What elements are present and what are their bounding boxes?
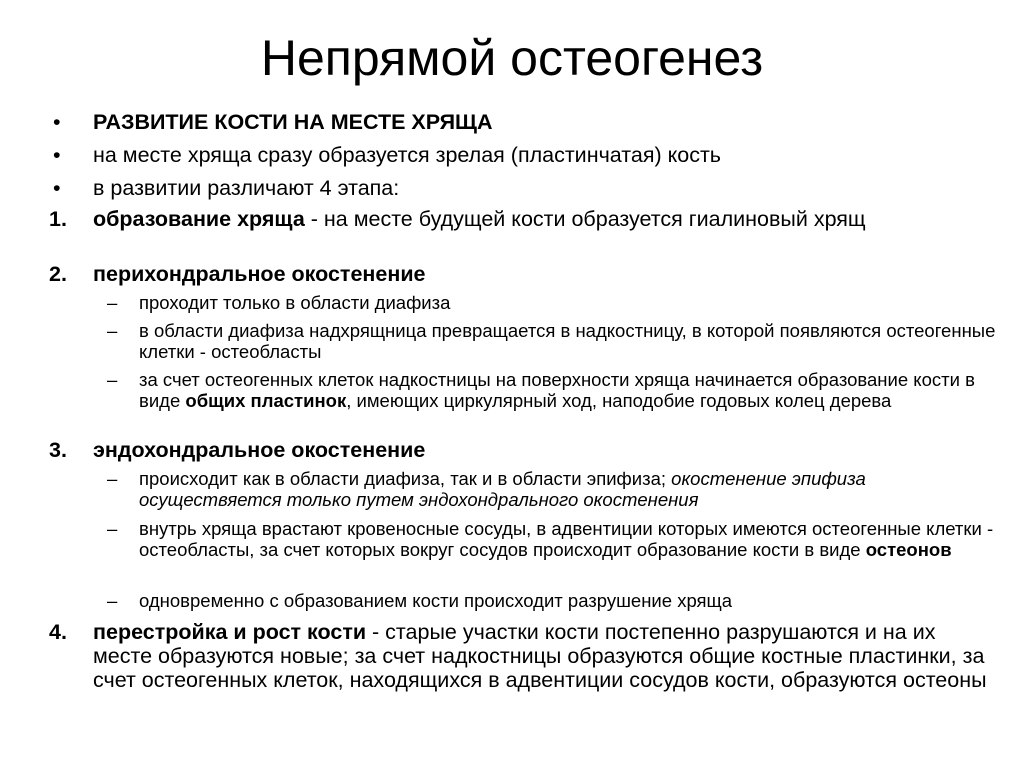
dash-marker: –: [107, 468, 118, 489]
bullet-marker: •: [53, 143, 61, 167]
step-heading: перихондральное окостенение: [93, 262, 426, 286]
dash-marker: –: [107, 320, 118, 341]
step-number: 2.: [49, 262, 67, 286]
intro-text: на месте хряща сразу образуется зрелая (пластинчатая) кость: [93, 143, 721, 167]
step-text: - старые участки кости постепенно разрушаются и на их месте образуются новые; за счет надкостницы образуются общие костные пластинки, за счет остеогенных клеток, находящихся в адвентиции сосудов кости, образуются остеоны: [93, 620, 987, 692]
dash-marker: –: [107, 369, 118, 390]
bullet-marker: •: [53, 110, 61, 134]
step-number: 4.: [49, 620, 67, 644]
dash-marker: –: [107, 518, 118, 539]
intro-heading: РАЗВИТИЕ КОСТИ НА МЕСТЕ ХРЯЩА: [93, 110, 493, 134]
sub-item-text: проходит только в области диафиза: [139, 292, 451, 313]
sub-item-italic: окостенение эпифиза осуществяется только путем эндохондрального окостенения: [139, 468, 866, 510]
sub-item-bold: общих пластинок: [185, 390, 347, 411]
slide-title: Непрямой остеогенез: [260, 30, 764, 86]
step-heading: эндохондральное окостенение: [93, 438, 426, 462]
sub-item-text: за счет остеогенных клеток надкостницы на поверхности хряща начинается образование кости в виде: [139, 369, 975, 411]
step-heading: образование хряща: [93, 207, 305, 231]
sub-item-text: в области диафиза надхрящница превращается в надкостницу, в которой появляются остеогенные клетки - остеобласты: [139, 320, 996, 362]
step-number: 3.: [49, 438, 67, 462]
sub-item-text: происходит как в области диафиза, так и в области эпифиза;: [139, 468, 672, 489]
dash-marker: –: [107, 590, 118, 611]
step-number: 1.: [49, 207, 67, 231]
step-heading: перестройка и рост кости: [93, 620, 367, 644]
step-text: - на месте будущей кости образуется гиалиновый хрящ: [304, 207, 866, 231]
sub-item-text: , имеющих циркулярный ход, наподобие годовых колец дерева: [346, 390, 892, 411]
sub-item-bold: остеонов: [865, 539, 952, 560]
bullet-marker: •: [53, 176, 61, 200]
dash-marker: –: [107, 292, 118, 313]
intro-text: в развитии различают 4 этапа:: [93, 176, 400, 200]
sub-item-text: одновременно с образованием кости происходит разрушение хряща: [139, 590, 733, 611]
sub-item-text: внутрь хряща врастают кровеносные сосуды, в адвентиции которых имеются остеогенные клетки - остеобласты, за счет которых вокруг сосудов происходит образование кости в виде: [139, 518, 994, 560]
